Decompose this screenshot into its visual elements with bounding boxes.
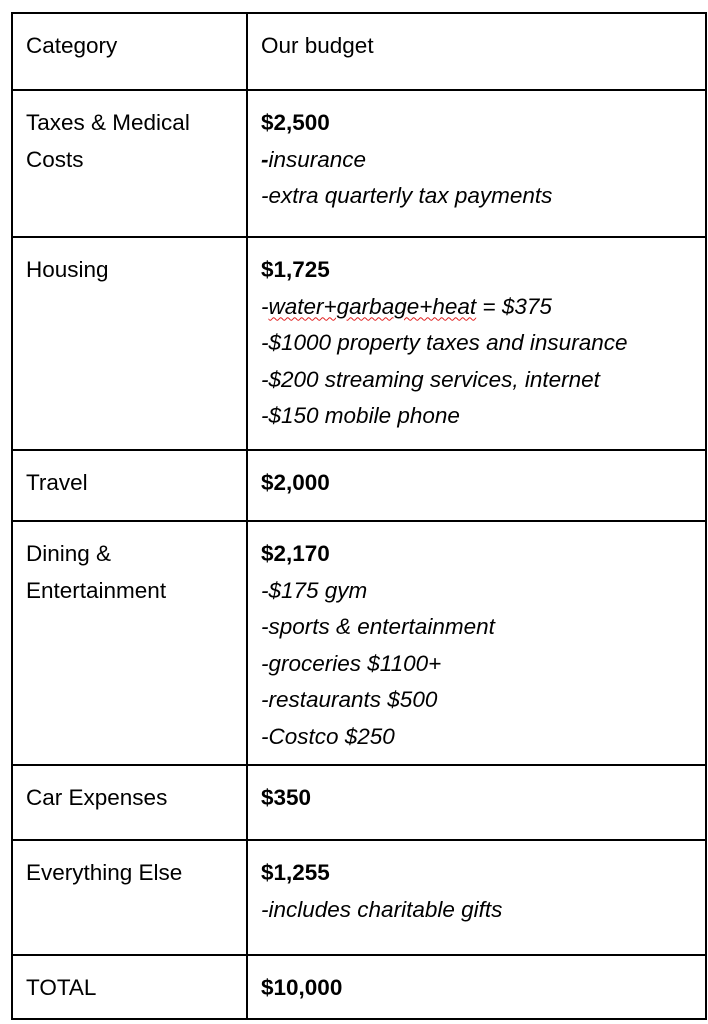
amount: $350 bbox=[261, 785, 312, 810]
table-row bbox=[12, 450, 706, 521]
note: -$1000 property taxes and insurance bbox=[261, 330, 628, 355]
note-dash: - bbox=[261, 146, 269, 172]
note: -includes charitable gifts bbox=[261, 896, 503, 922]
budget-cell bbox=[247, 237, 706, 450]
category-cell bbox=[12, 840, 247, 955]
table-row bbox=[12, 765, 706, 840]
note: -restaurants $500 bbox=[261, 687, 438, 712]
header-budget bbox=[247, 13, 706, 90]
budget-cell bbox=[247, 521, 706, 765]
amount: $2,000 bbox=[261, 470, 330, 495]
total-label: TOTAL bbox=[26, 975, 97, 1000]
header-category bbox=[12, 13, 247, 90]
note: -$175 gym bbox=[261, 577, 368, 603]
category-label: Housing bbox=[26, 257, 109, 282]
category-label: Entertainment bbox=[26, 577, 167, 603]
table-row bbox=[12, 237, 706, 450]
header-category-label: Category bbox=[26, 33, 118, 58]
header-budget-label: Our budget bbox=[261, 33, 374, 58]
total-row bbox=[12, 955, 706, 1019]
note: -Costco $250 bbox=[261, 723, 395, 749]
note-text: insurance bbox=[268, 146, 367, 172]
note: -$200 streaming services, internet bbox=[261, 366, 600, 392]
budget-cell bbox=[247, 765, 706, 840]
budget-table bbox=[11, 12, 707, 1020]
spellcheck-underlined-text: water+garbage+heat bbox=[268, 293, 477, 319]
category-cell bbox=[12, 955, 247, 1019]
category-label: Costs bbox=[26, 146, 84, 172]
note bbox=[261, 289, 692, 326]
category-cell bbox=[12, 521, 247, 765]
category-label: Everything Else bbox=[26, 860, 183, 885]
note: -$150 mobile phone bbox=[261, 403, 460, 428]
category-label: Travel bbox=[26, 470, 88, 495]
category-cell bbox=[12, 765, 247, 840]
category-label: Taxes & Medical bbox=[26, 110, 190, 135]
budget-cell bbox=[247, 955, 706, 1019]
category-label: Car Expenses bbox=[26, 785, 168, 810]
header-row bbox=[12, 13, 706, 90]
note-dash: - bbox=[261, 293, 269, 319]
note: -groceries $1100+ bbox=[261, 650, 442, 676]
total-amount: $10,000 bbox=[261, 975, 343, 1000]
category-cell bbox=[12, 90, 247, 237]
category-cell bbox=[12, 237, 247, 450]
amount: $2,170 bbox=[261, 541, 330, 566]
category-cell bbox=[12, 450, 247, 521]
table-row bbox=[12, 840, 706, 955]
table-row bbox=[12, 90, 706, 237]
note: -extra quarterly tax payments bbox=[261, 183, 553, 208]
note bbox=[261, 142, 692, 179]
note-text: = $375 bbox=[476, 293, 552, 319]
budget-cell bbox=[247, 450, 706, 521]
note: -sports & entertainment bbox=[261, 614, 495, 639]
table-row bbox=[12, 521, 706, 765]
budget-cell bbox=[247, 90, 706, 237]
amount: $1,255 bbox=[261, 860, 330, 885]
budget-cell bbox=[247, 840, 706, 955]
amount: $1,725 bbox=[261, 257, 330, 282]
category-label: Dining & bbox=[26, 541, 112, 566]
amount: $2,500 bbox=[261, 110, 330, 135]
